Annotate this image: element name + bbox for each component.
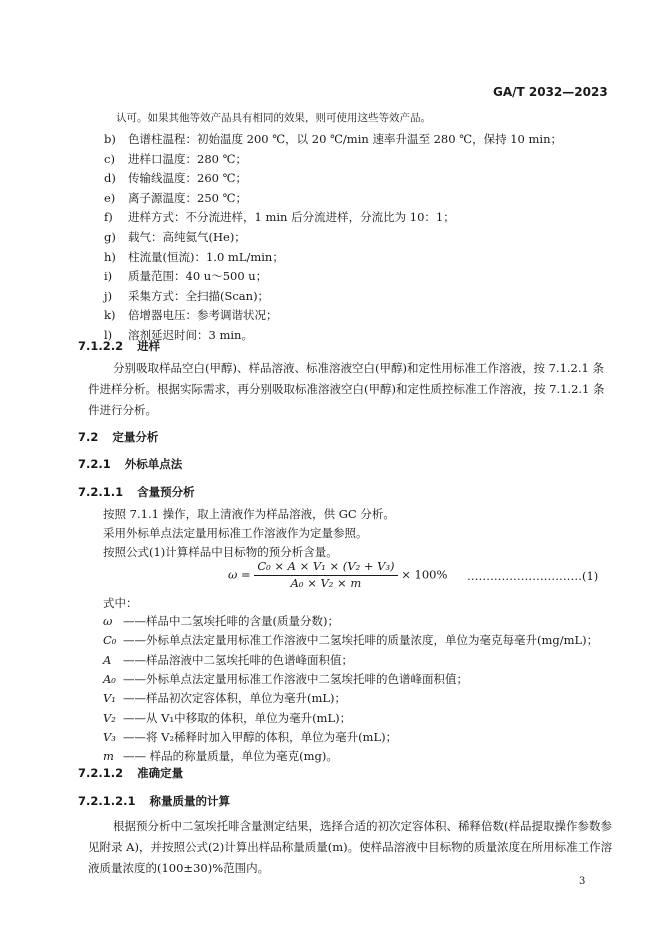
- condition-text: 离子源温度：250 ℃；: [128, 190, 247, 205]
- variable-description: ——样品溶液中二氢埃托啡的色谱峰面积值；: [123, 652, 353, 667]
- section-7-2-1-2-heading: [78, 767, 183, 781]
- page-number: 3: [579, 876, 586, 887]
- condition-text: 色谱柱温程：初始温度 200 ℃，以 20 ℃/min 速率升温至 280 ℃，保持 10 min；: [128, 132, 563, 146]
- pre-analysis-line: 按照公式(1)计算样品中目标物的预分析含量。: [103, 545, 338, 559]
- condition-item: [104, 270, 267, 284]
- formula-lhs: ω =: [228, 567, 251, 582]
- variable-description: ——将 V₂稀释时加入甲醇的体积，单位为毫升(mL)；: [123, 729, 398, 744]
- condition-item: [104, 251, 284, 265]
- variable-definition: [103, 634, 598, 648]
- section-title: 定量分析: [112, 430, 159, 444]
- condition-mark: g): [104, 230, 116, 244]
- variable-symbol: V₂: [103, 710, 116, 725]
- variable-description: ——外标单点法定量用标准工作溶液中二氢埃托啡的色谱峰面积值；: [123, 671, 468, 686]
- section-title: 称量质量的计算: [149, 794, 230, 808]
- variable-symbol: A₀: [103, 671, 116, 686]
- variable-definition: [103, 731, 397, 745]
- condition-item: [104, 211, 455, 225]
- condition-item: [104, 231, 246, 245]
- section-title: 外标单点法: [124, 457, 183, 471]
- condition-text: 采集方式：全扫描(Scan)；: [128, 288, 270, 303]
- variable-definition: [103, 692, 346, 706]
- condition-mark: k): [104, 308, 116, 323]
- condition-mark: f): [104, 210, 113, 225]
- section-title: 进样: [137, 339, 161, 353]
- formula-number: …………………………(1): [467, 569, 599, 583]
- variable-definition: [103, 750, 338, 764]
- formula-numerator: C₀ × A × V₁ × (V₂ + V₃): [254, 560, 397, 576]
- condition-mark: e): [104, 190, 116, 205]
- weighing-paragraph: 根据预分析中二氢埃托啡含量测定结果，选择合适的初次定容体积、稀释倍数(样品提取操作参数参见附录 A)，并按照公式(2)计算出样品称量质量(m)。使样品溶液中目标物的质量浓度在所用标准工作溶液质量浓度的(100±30)%范围内。: [88, 819, 613, 875]
- section-7-2-heading: [78, 431, 158, 445]
- variable-description: —— 样品的称量质量，单位为毫克(mg)。: [123, 749, 338, 764]
- condition-text: 溶剂延迟时间：3 min。: [128, 328, 253, 342]
- section-title: 准确定量: [137, 766, 184, 780]
- section-7-1-2-2-heading: [78, 340, 160, 354]
- condition-text: 柱流量(恒流)：1.0 mL/min；: [128, 249, 284, 264]
- condition-mark: l): [104, 328, 113, 342]
- condition-item: [104, 192, 247, 206]
- condition-item: [104, 290, 269, 304]
- variable-symbol: A: [103, 652, 112, 667]
- where-label: 式中：: [103, 596, 138, 610]
- variable-symbol: ω: [103, 614, 113, 628]
- section-7-2-1-heading: [78, 458, 182, 472]
- formula-1: [228, 560, 447, 591]
- condition-text: 进样方式：不分流进样，1 min 后分流进样，分流比为 10：1；: [128, 210, 455, 225]
- condition-text: 进样口温度：280 ℃；: [128, 151, 247, 166]
- variable-definition: [103, 654, 353, 668]
- injection-paragraph: 分别吸取样品空白(甲醇)、样品溶液、标准溶液空白(甲醇)和定性用标准工作溶液，按 7.1.2.1 条件进样分析。根据实际需求，再分别吸取标准溶液空白(甲醇)和定性质控标准工作溶液，按 7.1.2.1 条件进行分析。: [88, 361, 605, 417]
- condition-mark: c): [104, 151, 115, 166]
- section-number: 7.1.2.2: [78, 339, 124, 353]
- condition-text: 倍增器电压：参考调谐状况；: [128, 308, 278, 323]
- section-number: 7.2.1.1: [78, 485, 124, 499]
- condition-mark: b): [104, 132, 116, 146]
- pre-analysis-line: 采用外标单点法定量用标准工作溶液作为定量参照。: [103, 526, 368, 540]
- condition-item: [104, 133, 562, 147]
- section-7-2-1-2-1-heading: [78, 795, 230, 809]
- condition-item: [104, 309, 278, 323]
- section-7-2-1-1-heading: [78, 486, 195, 500]
- condition-item: [104, 172, 247, 186]
- condition-mark: h): [104, 249, 116, 264]
- variable-definition: [103, 615, 339, 629]
- condition-mark: i): [104, 269, 113, 284]
- section-title: 含量预分析: [137, 485, 195, 499]
- condition-mark: d): [104, 171, 116, 186]
- condition-mark: j): [104, 288, 113, 303]
- section-number: 7.2.1.2: [78, 766, 124, 780]
- section-number: 7.2: [78, 430, 99, 444]
- variable-symbol: m: [103, 749, 114, 764]
- formula-fraction: [254, 560, 397, 591]
- intro-line: 认可。如果其他等效产品具有相同的效果，则可使用这些等效产品。: [116, 112, 431, 124]
- document-id-header: GA/T 2032—2023: [493, 85, 608, 99]
- section-number: 7.2.1: [78, 457, 111, 471]
- section-number: 7.2.1.2.1: [78, 794, 136, 808]
- variable-symbol: V₁: [103, 691, 116, 706]
- variable-definition: [103, 673, 468, 687]
- condition-text: 传输线温度：260 ℃；: [128, 171, 247, 186]
- variable-description: ——从 V₁中移取的体积，单位为毫升(mL)；: [123, 710, 352, 725]
- formula-denominator: A₀ × V₂ × m: [290, 575, 362, 590]
- variable-description: ——样品初次定容体积，单位为毫升(mL)；: [123, 691, 347, 706]
- pre-analysis-line: 按照 7.1.1 操作，取上清液作为样品溶液，供 GC 分析。: [103, 507, 395, 521]
- variable-definition: [103, 712, 351, 726]
- variable-description: ——样品中二氢埃托啡的含量(质量分数)；: [123, 614, 339, 628]
- condition-text: 载气：高纯氦气(He)；: [128, 230, 246, 244]
- variable-symbol: V₃: [103, 729, 116, 744]
- condition-item: [104, 153, 247, 167]
- variable-symbol: C₀: [103, 633, 117, 648]
- formula-tail: × 100%: [401, 567, 448, 582]
- variable-description: ——外标单点法定量用标准工作溶液中二氢埃托啡的质量浓度，单位为毫克每毫升(mg/mL)；: [123, 633, 599, 648]
- condition-text: 质量范围：40 u～500 u；: [128, 269, 268, 284]
